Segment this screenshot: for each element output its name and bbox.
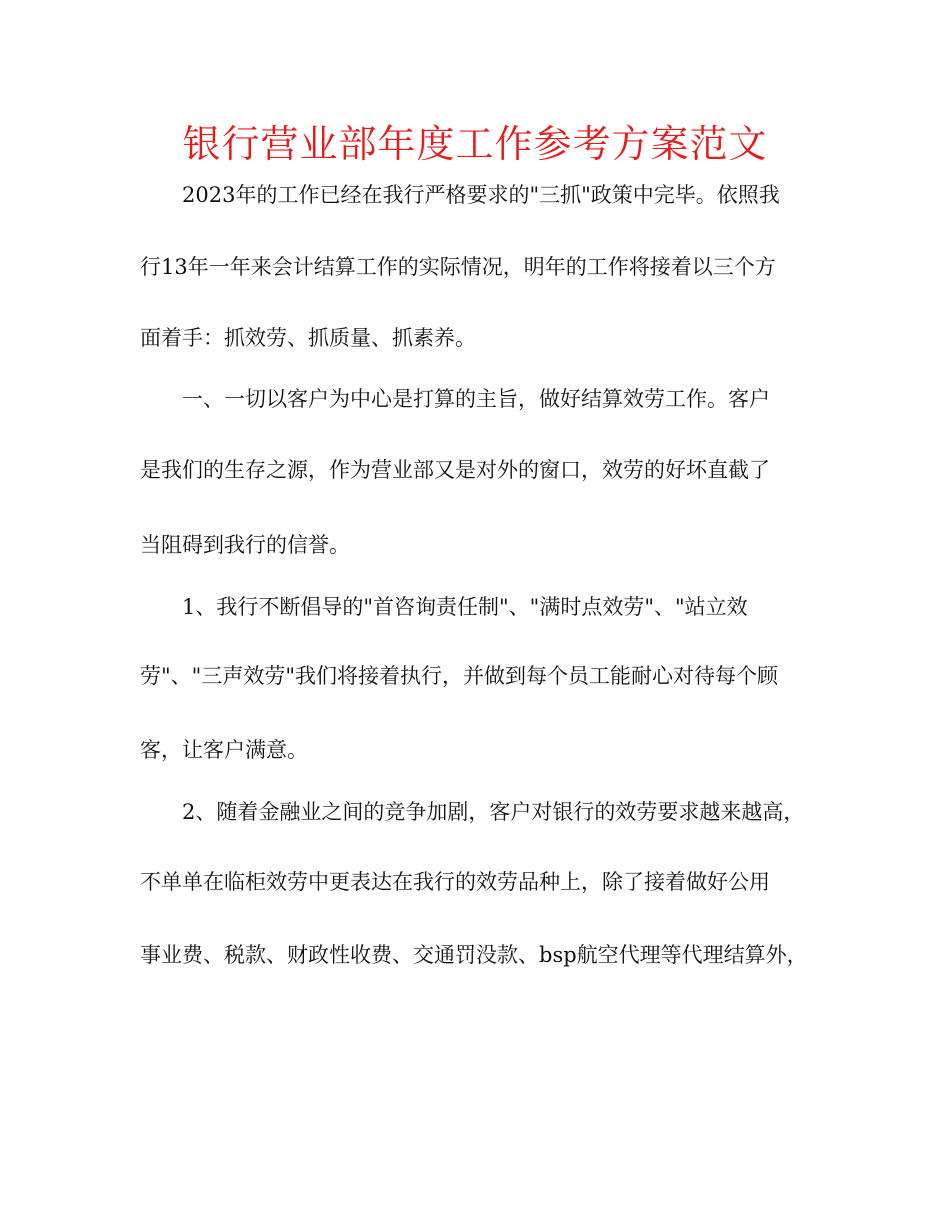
paragraph-line: 是我们的生存之源，作为营业部又是对外的窗口，效劳的好坏直截了 — [140, 458, 770, 482]
paragraph-line: 2023年的工作已经在我行严格要求的"三抓"政策中完毕。依照我 — [182, 183, 780, 207]
paragraph-line: 1、我行不断倡导的"首咨询责任制"、"满时点效劳"、"站立效 — [182, 595, 748, 619]
paragraph-line: 一、一切以客户为中心是打算的主旨，做好结算效劳工作。客户 — [182, 387, 770, 411]
paragraph-line: 劳"、"三声效劳"我们将接着执行，并做到每个员工能耐心对待每个顾 — [140, 664, 778, 688]
document-title: 银行营业部年度工作参考方案范文 — [182, 122, 768, 166]
paragraph-line: 2、随着金融业之间的竞争加剧，客户对银行的效劳要求越来越高， — [182, 800, 805, 824]
paragraph-line: 当阻碍到我行的信誉。 — [140, 533, 350, 557]
paragraph-line: 行13年一年来会计结算工作的实际情况，明年的工作将接着以三个方 — [140, 255, 776, 279]
paragraph-line: 不单单在临柜效劳中更表达在我行的效劳品种上，除了接着做好公用 — [140, 870, 770, 894]
paragraph-line: 事业费、税款、财政性收费、交通罚没款、bsp航空代理等代理结算外， — [140, 943, 808, 967]
paragraph-line: 面着手：抓效劳、抓质量、抓素养。 — [140, 326, 476, 350]
paragraph-line: 客，让客户满意。 — [140, 738, 308, 762]
